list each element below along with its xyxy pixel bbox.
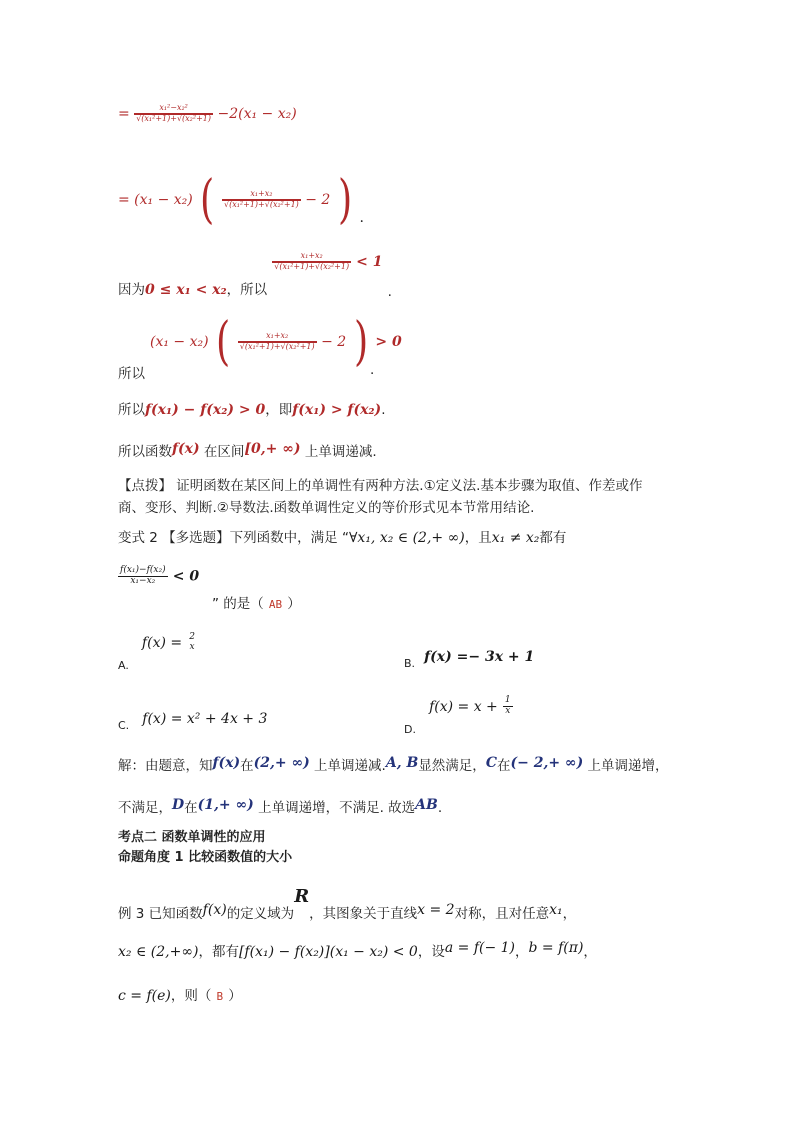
option-a-expr: f(x) = xyxy=(141,635,183,651)
eq2-den: √(x₁²+1)+√(x₂²+1) xyxy=(223,200,299,209)
equation-line-2 xyxy=(118,170,364,230)
sol-s9: 上单调递增，不满足. 故选 xyxy=(253,800,416,816)
left-paren: ( xyxy=(200,170,215,230)
eq2-prefix: = (x₁ − x₂) xyxy=(118,192,193,208)
right-paren: ) xyxy=(337,170,353,230)
sol-s3: 上单调递减. xyxy=(309,758,386,774)
option-c-expr: f(x) = x² + 4x + 3 xyxy=(142,711,268,727)
so2-end: . xyxy=(381,402,386,418)
variant-line-2 xyxy=(118,566,199,587)
so1-fraction xyxy=(238,332,317,352)
ex-x2: x = 2 xyxy=(417,902,455,918)
option-d-letter: D. xyxy=(404,723,416,736)
variant-close: ） xyxy=(287,596,301,612)
so2-label: 所以 xyxy=(118,402,145,418)
eq2-num: x₁+x₂ xyxy=(222,190,301,200)
sol-i2: (− 2,+ ∞) xyxy=(510,755,584,771)
ex-l2a: x₂ ∈ (2,+∞) xyxy=(118,944,199,960)
equation-line-1 xyxy=(118,104,297,124)
variant-l2b: ” 的是（ xyxy=(212,596,264,612)
option-d-expr: f(x) = x + xyxy=(429,699,498,715)
ex-l2c: [f(x₁) − f(x₂)](x₁ − x₂) < 0 xyxy=(238,944,418,960)
variant-l1a: 变式 2 【多选题】下列函数中，满足 “ xyxy=(118,530,349,546)
section-title: 考点二 函数单调性的应用 xyxy=(118,830,266,845)
so3-interval: [0,+ ∞) xyxy=(244,441,301,457)
eq1-den: √(x₁²+1)+√(x₂²+1) xyxy=(136,113,212,123)
section-subtitle: 命题角度 1 比较函数值的大小 xyxy=(118,850,293,865)
option-b-letter: B. xyxy=(404,657,416,670)
ex-l1a: 例 3 已知函数 xyxy=(118,906,203,922)
sol-ab: A, B xyxy=(385,755,419,771)
so2-expr2: f(x₁) > f(x₂) xyxy=(292,402,382,418)
right-paren: ) xyxy=(353,312,368,372)
option-a-den: x xyxy=(189,641,195,652)
sol-s10: . xyxy=(437,800,443,816)
because-mid: ，所以 xyxy=(226,282,268,298)
tip-line-1: 【点拨】 证明函数在某区间上的单调性有两种方法.①定义法.基本步骤为取值、作差或作 xyxy=(118,478,643,494)
option-b-expr: f(x) =− 3x + 1 xyxy=(424,649,535,665)
ex-l1d: 对称，且对任意 xyxy=(454,906,550,922)
option-a-num: 2 xyxy=(189,631,195,642)
ex-l2d: ，设 xyxy=(417,944,445,960)
example-line-1 xyxy=(118,886,577,922)
so2-expr1: f(x₁) − f(x₂) > 0 xyxy=(145,402,266,418)
so1-rel: > 0 xyxy=(375,334,402,350)
eq1-prefix: = xyxy=(118,105,130,122)
ex-l1c: ，其图象关于直线 xyxy=(309,906,418,922)
option-d-fraction xyxy=(503,696,513,717)
so1-end: . xyxy=(370,362,375,378)
eq2-tail: − 2 xyxy=(305,192,331,208)
variant-answer: AB xyxy=(268,598,283,611)
option-b xyxy=(404,646,535,670)
ex-l2e: a = f(− 1) xyxy=(444,940,516,956)
because-den: √(x₁²+1)+√(x₂²+1) xyxy=(274,261,350,271)
sol-s6: 上单调递增， xyxy=(583,758,669,774)
ex-R: R xyxy=(294,886,310,907)
so-line-3 xyxy=(118,440,377,460)
option-d xyxy=(404,695,513,736)
ex-x1: x₁ xyxy=(549,902,563,918)
solution-line-1 xyxy=(118,754,669,774)
variant-l1c: 都有 xyxy=(539,530,567,546)
eq1-tail: −2(x₁ − x₂) xyxy=(217,105,297,122)
so-line-1 xyxy=(150,312,402,372)
eq1-fraction xyxy=(134,104,213,124)
option-a xyxy=(118,631,197,672)
so3-tail: 上单调递减. xyxy=(300,444,377,460)
so1-lhs: (x₁ − x₂) xyxy=(150,334,209,350)
variant-question xyxy=(212,592,301,612)
left-paren: ( xyxy=(216,312,231,372)
variant-num: f(x₁)−f(x₂) xyxy=(120,565,166,576)
variant-fraction xyxy=(118,566,168,587)
because-end: . xyxy=(387,284,392,300)
ex-l2h: ， xyxy=(583,944,597,960)
so3-mid: 在区间 xyxy=(199,444,245,460)
sol-ans: AB xyxy=(415,797,438,813)
option-d-num: 1 xyxy=(504,695,511,706)
variant-neq: x₁ ≠ x₂ xyxy=(491,530,540,546)
because-label: 因为 xyxy=(118,282,145,298)
so-line-2 xyxy=(118,398,385,418)
tip-line-2: 商、变形、判断.②导数法.函数单调性定义的等价形式见本节常用结论. xyxy=(118,500,535,516)
ex-l3a: c = f(e) xyxy=(118,988,171,1004)
so1-num: x₁+x₂ xyxy=(238,332,317,342)
ex-l2g: b = f(π) xyxy=(528,940,584,956)
because-num: x₁+x₂ xyxy=(272,252,351,262)
variant-cond: ∀x₁, x₂ ∈ (2,+ ∞) xyxy=(348,530,465,546)
sol-s2: 在 xyxy=(240,758,254,774)
so3-fx: f(x) xyxy=(172,441,200,457)
because-rel: < 1 xyxy=(356,254,383,270)
sol-s1: 解：由题意，知 xyxy=(118,758,213,774)
sol-s5: 在 xyxy=(496,758,511,774)
sol-s8: 在 xyxy=(184,800,198,816)
ex-fx: f(x) xyxy=(202,902,227,918)
variant-den: x₁−x₂ xyxy=(130,576,156,586)
option-c-letter: C. xyxy=(118,719,130,732)
so1-label: 所以 xyxy=(118,366,145,382)
example-line-3 xyxy=(118,984,242,1004)
ex-l3c: ） xyxy=(228,988,242,1004)
variant-rel: < 0 xyxy=(172,568,200,585)
so2-mid: ，即 xyxy=(265,402,293,418)
ex-l1b: 的定义域为 xyxy=(226,906,295,922)
sol-d: D xyxy=(172,797,185,813)
sol-i1: (2,+ ∞) xyxy=(253,755,310,771)
option-c xyxy=(118,708,268,732)
so1-tail: − 2 xyxy=(321,334,347,350)
ex-l1e: ， xyxy=(562,906,577,922)
variant-l1b: ，且 xyxy=(464,530,492,546)
sol-s7: 不满足， xyxy=(118,800,172,816)
solution-line-2 xyxy=(118,796,442,816)
variant-line-1 xyxy=(118,526,566,546)
eq2-end: . xyxy=(359,210,364,226)
example-answer: B xyxy=(216,990,224,1003)
example-line-2 xyxy=(118,940,597,960)
sol-s4: 显然满足， xyxy=(418,758,486,774)
eq2-fraction xyxy=(222,190,301,210)
sol-i3: (1,+ ∞) xyxy=(197,797,254,813)
ex-l2f: ， xyxy=(515,944,529,960)
eq1-num: x₁²−x₂² xyxy=(134,104,213,114)
ex-l3b: ，则（ xyxy=(170,988,212,1004)
ex-l2b: ，都有 xyxy=(198,944,239,960)
option-a-letter: A. xyxy=(118,659,129,672)
sol-c: C xyxy=(485,755,497,771)
option-a-fraction xyxy=(187,633,197,653)
so3-label: 所以函数 xyxy=(118,444,172,460)
because-cond: 0 ≤ x₁ < x₂ xyxy=(145,282,227,298)
option-d-den: x xyxy=(505,706,511,716)
sol-fx: f(x) xyxy=(212,755,241,771)
because-fraction xyxy=(272,252,351,272)
so1-den: √(x₁²+1)+√(x₂²+1) xyxy=(239,342,315,351)
